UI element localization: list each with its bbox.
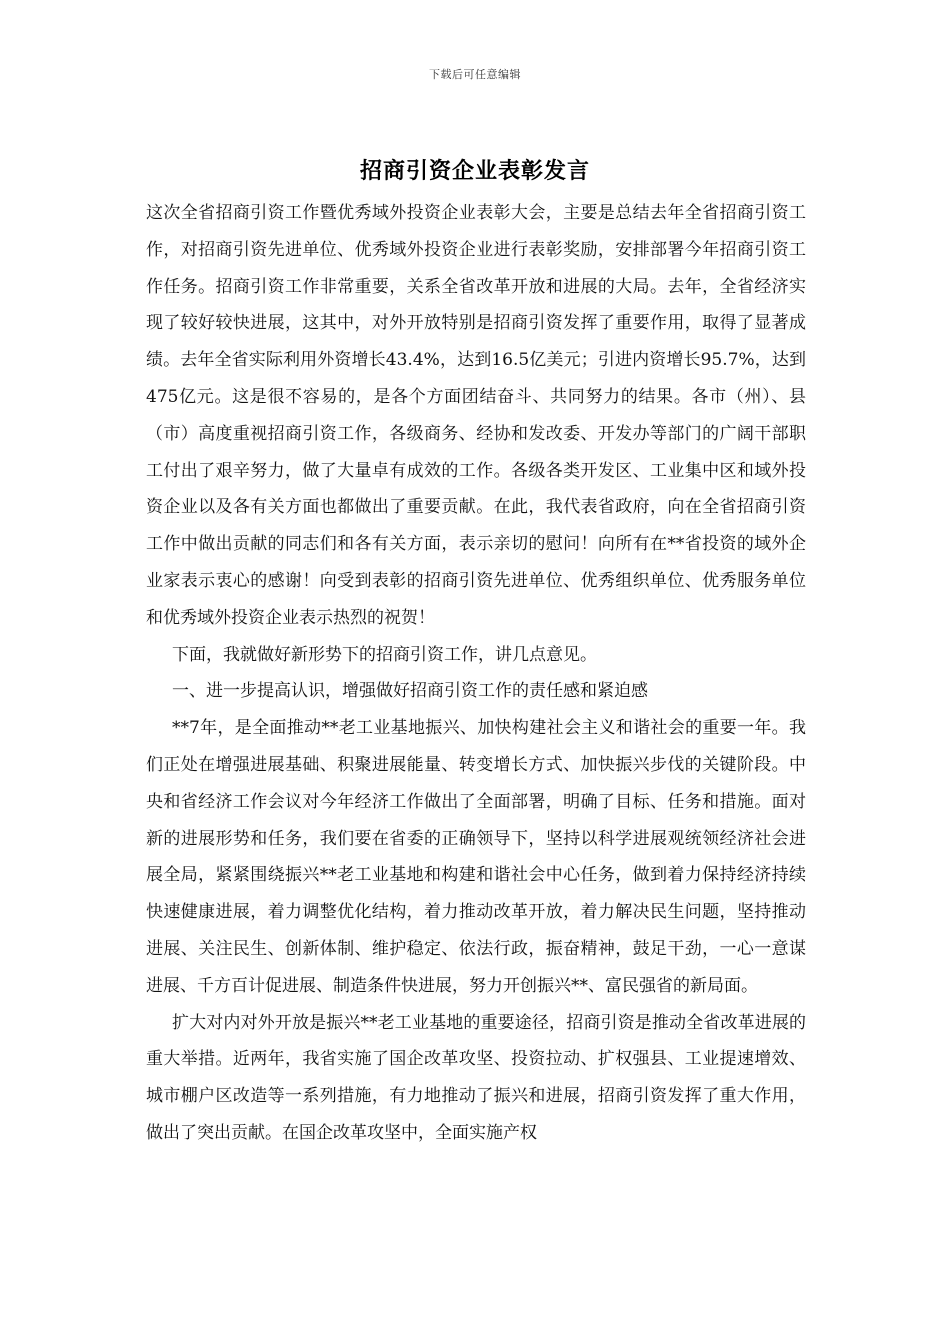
paragraph-section-1-a: **7年，是全面推动**老工业基地振兴、加快构建社会主义和谐社会的重要一年。我们正处在增强进展基础、积聚进展能量、转变增长方式、加快振兴步伐的关键阶段。中央和省经济工作会议对今年经济工作做出了全面部署，明确了目标、任务和措施。面对新的进展形势和任务，我们要在省委的正确领导下，坚持以科学进展观统领经济社会进展全局，紧紧围绕振兴**老工业基地和构建和谐社会中心任务，做到着力保持经济持续快速健康进展，着力调整优化结构，着力推动改革开放，着力解决民生问题，坚持推动进展、关注民生、创新体制、维护稳定、依法行政，振奋精神，鼓足干劲，一心一意谋进展、千方百计促进展、制造条件快进展，努力开创振兴**、富民强省的新局面。	[146, 718, 806, 996]
document-title: 招商引资企业表彰发言	[359, 158, 590, 184]
header-note: 下载后可任意编辑	[429, 68, 521, 81]
paragraph-transition: 下面，我就做好新形势下的招商引资工作，讲几点意见。	[172, 644, 597, 665]
paragraph-intro: 这次全省招商引资工作暨优秀域外投资企业表彰大会，主要是总结去年全省招商引资工作，对招商引资先进单位、优秀域外投资企业进行表彰奖励，安排部署今年招商引资工作任务。招商引资工作非常重要，关系全省改革开放和进展的大局。去年，全省经济实现了较好较快进展，这其中，对外开放特别是招商引资发挥了重要作用，取得了显著成绩。去年全省实际利用外资增长43.4%，达到16.5亿美元；引进内资增长95.7%，达到475亿元。这是很不容易的，是各个方面团结奋斗、共同努力的结果。各市（州）、县（市）高度重视招商引资工作，各级商务、经协和发改委、开发办等部门的广阔干部职工付出了艰辛努力，做了大量卓有成效的工作。各级各类开发区、工业集中区和域外投资企业以及各有关方面也都做出了重要贡献。在此，我代表省政府，向在全省招商引资工作中做出贡献的同志们和各有关方面，表示亲切的慰问！向所有在**省投资的域外企业家表示衷心的感谢！向受到表彰的招商引资先进单位、优秀组织单位、优秀服务单位和优秀域外投资企业表示热烈的祝贺！	[146, 203, 806, 628]
section-heading-1: 一、进一步提高认识，增强做好招商引资工作的责任感和紧迫感	[172, 681, 648, 702]
document-body	[146, 195, 806, 1152]
paragraph-section-1-b: 扩大对内对外开放是振兴**老工业基地的重要途径，招商引资是推动全省改革进展的重大举措。近两年，我省实施了国企改革攻坚、投资拉动、扩权强县、工业提速增效、城市棚户区改造等一系列措施，有力地推动了振兴和进展，招商引资发挥了重大作用，做出了突出贡献。在国企改革攻坚中，全面实施产权	[146, 1012, 806, 1143]
